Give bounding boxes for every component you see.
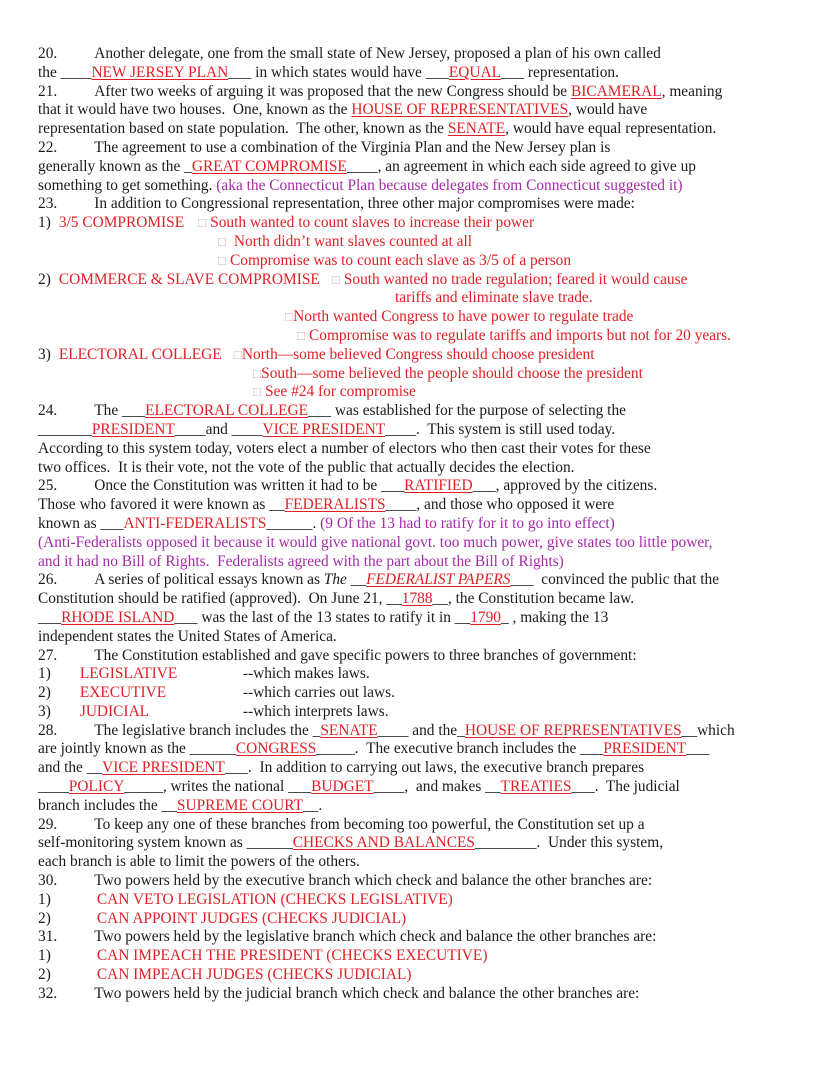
answer-blank-filled: POLICY xyxy=(68,778,125,796)
question-text: ____, an agreement in which each side agreed to give up xyxy=(346,157,696,175)
checkbox-icon: □ xyxy=(253,384,262,400)
answer-blank-filled: TREATIES xyxy=(500,778,572,796)
document-line xyxy=(38,703,798,722)
tab-space xyxy=(57,571,94,590)
question-text: ___ was established for the purpose of selecting the xyxy=(308,402,626,420)
question-text: two offices. It is their vote, not the vote of the public that actually decides the election. xyxy=(38,458,575,476)
tab-space xyxy=(51,214,59,233)
checkbox-icon: □ xyxy=(297,327,306,343)
document-line xyxy=(38,759,798,778)
answer-text: South wanted to count slaves to increase their power xyxy=(206,214,535,232)
answer-text: EXECUTIVE xyxy=(79,684,167,702)
answer-blank-filled: CONGRESS xyxy=(235,740,317,758)
document-line xyxy=(38,571,798,590)
question-text: independent states the United States of America. xyxy=(38,627,337,645)
answer-text: North wanted Congress to have power to regulate trade xyxy=(293,308,634,326)
question-text: 2) xyxy=(38,684,51,702)
document-line xyxy=(38,83,798,102)
answer-text: South wanted no trade regulation; feared it would cause xyxy=(339,270,688,288)
document-line xyxy=(38,139,798,158)
question-text-italic: The xyxy=(323,571,351,589)
answer-blank-filled: BICAMERAL xyxy=(570,82,662,100)
question-text: 1) xyxy=(38,890,51,908)
question-text: and the __ xyxy=(38,759,103,777)
answer-blank-filled: PRESIDENT xyxy=(91,420,175,438)
question-text: 28. xyxy=(38,721,58,739)
tab-space xyxy=(222,346,234,365)
question-text: 1) xyxy=(38,214,51,232)
answer-text: CAN IMPEACH THE PRESIDENT (CHECKS EXECUTIVE) xyxy=(96,947,488,965)
document-line xyxy=(38,872,798,891)
document-line xyxy=(285,308,798,327)
tab-space xyxy=(57,139,94,158)
tab-space xyxy=(57,985,94,1004)
question-text: each branch is able to limit the powers of the others. xyxy=(38,853,360,871)
question-text: __. xyxy=(302,796,323,814)
question-text: ___ xyxy=(686,740,710,758)
question-text: 3) xyxy=(38,345,51,363)
question-text: ___ representation. xyxy=(500,63,619,81)
question-text: the ____ xyxy=(38,63,92,81)
question-text: The agreement to use a combination of the Virginia Plan and the New Jersey plan is xyxy=(94,138,611,156)
question-text: --which makes laws. xyxy=(242,665,370,683)
document-line xyxy=(38,214,798,233)
answer-blank-filled: 1790 xyxy=(470,608,501,626)
answer-blank-filled: CHECKS AND BALANCES xyxy=(292,834,475,852)
question-text: 30. xyxy=(38,872,58,890)
answer-text: LEGISLATIVE xyxy=(79,665,178,683)
document-line xyxy=(38,515,798,534)
document-line xyxy=(38,421,798,440)
question-text: ___ convinced the public that the xyxy=(510,571,720,589)
question-text: The Constitution established and gave specific powers to three branches of government: xyxy=(94,646,637,664)
question-text: ____. This system is still used today. xyxy=(385,420,616,438)
document-line xyxy=(38,496,798,515)
answer-blank-filled: FEDERALISTS xyxy=(284,496,386,514)
document-line xyxy=(253,383,798,402)
question-text: Constitution should be ratified (approved). On June 21, __ xyxy=(38,590,402,608)
document-line xyxy=(38,120,798,139)
question-text: Another delegate, one from the small state of New Jersey, proposed a plan of his own called xyxy=(94,45,661,62)
tab-space xyxy=(51,684,80,703)
question-text: 25. xyxy=(38,477,58,495)
answer-blank-filled: EQUAL xyxy=(448,63,501,81)
answer-blank-filled: RHODE ISLAND xyxy=(61,608,175,626)
answer-blank-filled: HOUSE OF REPRESENTATIVES xyxy=(464,721,682,739)
checkbox-icon: □ xyxy=(218,252,227,268)
question-text: 3) xyxy=(38,702,51,720)
question-text: , would have xyxy=(568,101,648,119)
question-text: ___. In addition to carrying out laws, the executive branch prepares xyxy=(224,759,645,777)
answer-text: tariffs and eliminate slave trade. xyxy=(395,289,593,307)
answer-text: North—some believed Congress should choose president xyxy=(241,345,595,363)
question-text: 29. xyxy=(38,815,58,833)
answer-blank-filled: 1788 xyxy=(401,590,433,608)
document-line xyxy=(297,327,798,346)
tab-space xyxy=(51,346,59,365)
question-text: 1) xyxy=(38,665,51,683)
document-line xyxy=(253,365,798,384)
tab-space xyxy=(51,665,80,684)
question-text: The ___ xyxy=(94,402,146,420)
tab-space xyxy=(57,722,94,741)
answer-blank-filled: BUDGET xyxy=(311,778,374,796)
question-text: ___ was the last of the 13 states to ratify it in __ xyxy=(174,608,471,626)
question-text: ____ and the_ xyxy=(377,721,465,739)
question-text: To keep any one of these branches from becoming too powerful, the Constitution set up a xyxy=(94,815,645,833)
question-text: The legislative branch includes the _ xyxy=(94,721,321,739)
document-line xyxy=(38,402,798,421)
question-text: Two powers held by the legislative branch which check and balance the other branches are: xyxy=(94,928,657,946)
tab-space xyxy=(57,872,94,891)
question-text: --which interprets laws. xyxy=(242,702,389,720)
answer-blank-filled: HOUSE OF REPRESENTATIVES xyxy=(351,101,569,119)
question-text: 23. xyxy=(38,195,58,213)
answer-text: Compromise was to regulate tariffs and imports but not for 20 years. xyxy=(305,326,732,344)
question-text: Those who favored it were known as __ xyxy=(38,496,285,514)
answer-blank-filled: GREAT COMPROMISE xyxy=(191,157,347,175)
document-line xyxy=(38,891,798,910)
question-text: 20. xyxy=(38,45,58,62)
question-text: are jointly known as the ______ xyxy=(38,740,236,758)
tab-space xyxy=(57,477,94,496)
question-text: According to this system today, voters elect a number of electors who then cast their votes for these xyxy=(38,439,651,457)
question-text: ___, approved by the citizens. xyxy=(472,477,658,495)
document-line xyxy=(38,195,798,214)
answer-text: Compromise was to count each slave as 3/5 of a person xyxy=(226,251,572,269)
document-line xyxy=(38,834,798,853)
tab-space xyxy=(51,891,97,910)
question-text: 2) xyxy=(38,966,51,984)
question-text: 26. xyxy=(38,571,58,589)
document-line xyxy=(38,816,798,835)
answer-text: CAN APPOINT JUDGES (CHECKS JUDICIAL) xyxy=(96,909,407,927)
checkbox-icon: □ xyxy=(233,346,242,362)
answer-text: See #24 for compromise xyxy=(261,383,416,401)
question-text: __ xyxy=(350,571,367,589)
question-text: something to get something. xyxy=(38,176,217,194)
answer-blank-filled: VICE PRESIDENT xyxy=(102,759,225,777)
question-text: _____, writes the national ___ xyxy=(124,778,312,796)
document-line xyxy=(218,252,798,271)
checkbox-icon: □ xyxy=(198,215,207,231)
document-line xyxy=(38,64,798,83)
document-line xyxy=(38,440,798,459)
document-line xyxy=(38,346,798,365)
checkbox-icon: □ xyxy=(285,309,294,325)
document-line xyxy=(38,722,798,741)
question-text: self-monitoring system known as ______ xyxy=(38,834,293,852)
answer-text: JUDICIAL xyxy=(79,702,150,720)
answer-blank-filled: RATIFIED xyxy=(404,477,473,495)
question-text: ___ in which states would have ___ xyxy=(228,63,449,81)
document-body xyxy=(38,45,798,1004)
answer-text: ELECTORAL COLLEGE xyxy=(58,345,222,363)
question-text: 1) xyxy=(38,947,51,965)
question-text: 2) xyxy=(38,909,51,927)
document-line xyxy=(38,177,798,196)
document-line xyxy=(38,684,798,703)
document-line xyxy=(38,778,798,797)
document-line xyxy=(38,534,798,553)
checkbox-icon: □ xyxy=(218,233,227,249)
tab-space xyxy=(51,910,97,929)
question-text: 31. xyxy=(38,928,58,946)
tab-space xyxy=(51,947,97,966)
document-line xyxy=(38,271,798,290)
question-text: __, the Constitution became law. xyxy=(432,590,635,608)
document-line xyxy=(218,233,798,252)
document-line xyxy=(38,158,798,177)
document-line xyxy=(38,665,798,684)
question-text: Once the Constitution was written it had to be ___ xyxy=(94,477,405,495)
answer-blank-filled: SUPREME COURT xyxy=(176,796,303,814)
document-line xyxy=(38,647,798,666)
tab-space xyxy=(320,271,332,290)
answer-text: ANTI-FEDERALISTS xyxy=(123,514,267,532)
question-text: Two powers held by the executive branch which check and balance the other branches are: xyxy=(94,872,653,890)
question-text: ____ xyxy=(38,778,69,796)
question-text: In addition to Congressional representation, three other major compromises were made: xyxy=(94,195,635,213)
question-text: 27. xyxy=(38,646,58,664)
answer-text: South—some believed the people should choose the president xyxy=(261,364,643,382)
question-text: ___. The judicial xyxy=(571,778,680,796)
tab-space xyxy=(57,83,94,102)
document-line xyxy=(38,101,798,120)
answer-text: COMMERCE & SLAVE COMPROMISE xyxy=(58,270,320,288)
question-text: After two weeks of arguing it was proposed that the new Congress should be xyxy=(94,82,571,100)
question-text: known as ___ xyxy=(38,514,124,532)
answer-text: 3/5 COMPROMISE xyxy=(58,214,185,232)
document-line xyxy=(38,740,798,759)
question-text: _____. The executive branch includes the ___ xyxy=(316,740,604,758)
question-text: , meaning xyxy=(661,82,723,100)
tab-space xyxy=(57,928,94,947)
teacher-note: (aka the Connecticut Plan because delegates from Connecticut suggested it) xyxy=(216,176,683,194)
document-line xyxy=(38,910,798,929)
document-line xyxy=(38,797,798,816)
question-text: that it would have two houses. One, known as the xyxy=(38,101,352,119)
question-text: 32. xyxy=(38,984,58,1002)
question-text: A series of political essays known as xyxy=(94,571,324,589)
document-line xyxy=(38,553,798,572)
document-line xyxy=(38,966,798,985)
teacher-note: (Anti-Federalists opposed it because it would give national govt. too much power, give states too little power, xyxy=(38,533,713,551)
answer-blank-filled: VICE PRESIDENT xyxy=(262,420,386,438)
question-text: __which xyxy=(681,721,735,739)
document-line xyxy=(38,609,798,628)
document-line xyxy=(38,459,798,478)
question-text: --which carries out laws. xyxy=(242,684,395,702)
checkbox-icon: □ xyxy=(253,365,262,381)
answer-blank-filled: SENATE xyxy=(320,721,378,739)
tab-space xyxy=(57,647,94,666)
tab-space xyxy=(57,816,94,835)
tab-space xyxy=(57,195,94,214)
document-line xyxy=(38,853,798,872)
question-text: ________. Under this system, xyxy=(474,834,664,852)
question-text: 21. xyxy=(38,82,58,100)
question-text: 2) xyxy=(38,270,51,288)
question-text: ___ xyxy=(38,608,62,626)
question-text: _______ xyxy=(38,420,92,438)
checkbox-icon: □ xyxy=(331,271,340,287)
teacher-note: (9 Of the 13 had to ratify for it to go into effect) xyxy=(320,514,615,532)
document-line xyxy=(38,477,798,496)
question-text: Two powers held by the judicial branch which check and balance the other branches are: xyxy=(94,984,640,1002)
tab-space xyxy=(57,45,94,64)
tab-space xyxy=(51,966,97,985)
answer-text: CAN IMPEACH JUDGES (CHECKS JUDICIAL) xyxy=(96,966,412,984)
question-text: ______. xyxy=(266,514,321,532)
question-text: representation based on state population. The other, known as the xyxy=(38,120,448,138)
document-line xyxy=(38,928,798,947)
tab-space xyxy=(51,271,59,290)
answer-blank-filled: SENATE xyxy=(447,120,506,138)
question-text: ____, and those who opposed it were xyxy=(385,496,615,514)
answer-blank-filled: ELECTORAL COLLEGE xyxy=(145,402,308,420)
question-text: ____and ____ xyxy=(174,420,263,438)
document-line xyxy=(395,289,798,308)
document-line xyxy=(38,590,798,609)
document-line xyxy=(38,628,798,647)
document-line xyxy=(38,985,798,1004)
question-text: 22. xyxy=(38,138,58,156)
document-line xyxy=(38,45,798,64)
answer-blank-filled: NEW JERSEY PLAN xyxy=(91,63,229,81)
question-text: 24. xyxy=(38,402,58,420)
question-text: ____, and makes __ xyxy=(373,778,501,796)
document-line xyxy=(38,947,798,966)
tab-space xyxy=(57,402,94,421)
answer-text: CAN VETO LEGISLATION (CHECKS LEGISLATIVE) xyxy=(96,890,453,908)
question-text: _ , making the 13 xyxy=(500,608,609,626)
question-text: , would have equal representation. xyxy=(505,120,717,138)
answer-text: North didn’t want slaves counted at all xyxy=(226,232,473,250)
tab-space xyxy=(184,214,198,233)
answer-blank-filled: PRESIDENT xyxy=(603,740,687,758)
tab-space xyxy=(51,703,80,722)
teacher-note: and it had no Bill of Rights. Federalists agreed with the part about the Bill of Rights) xyxy=(38,552,564,570)
question-text: branch includes the __ xyxy=(38,796,177,814)
question-text: generally known as the _ xyxy=(38,157,192,175)
answer-blank-filled-italic: FEDERALIST PAPERS xyxy=(366,571,511,589)
